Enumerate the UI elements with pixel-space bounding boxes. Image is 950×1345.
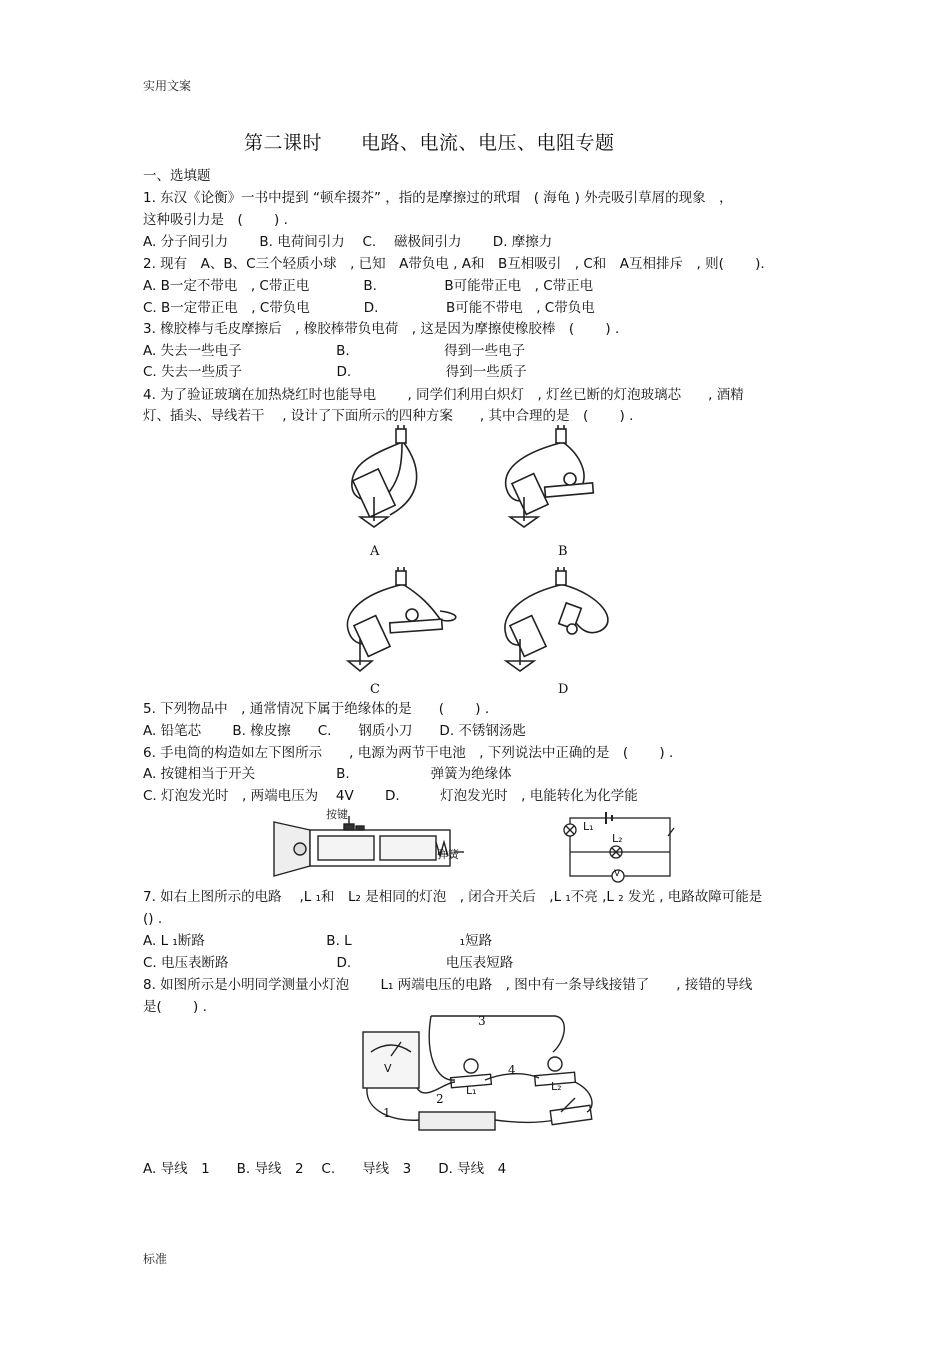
q8-l2-label: L₂	[551, 1080, 562, 1093]
q2-options-ab: A. B一定不带电 , C带正电 B. B可能带正电 , C带正电	[143, 278, 594, 294]
q4-label-d: D	[558, 682, 569, 697]
q7-options-ab: A. L ₁断路 B. L ₁短路	[143, 933, 493, 949]
q7-circuit-figure	[560, 812, 685, 884]
q4-figure	[330, 425, 630, 700]
q7-options-cd: C. 电压表断路 D. 电压表短路	[143, 955, 514, 971]
q7-stem-line2: () .	[143, 911, 163, 927]
q2-options-cd: C. B一定带正电 , C带负电 D. B可能不带电 , C带负电	[143, 300, 595, 316]
q2-stem: 2. 现有 A、B、C三个轻质小球 , 已知 A带负电 , A和 B互相吸引 , C和 A互相排斥 , 则( ).	[143, 256, 765, 272]
q6-stem: 6. 手电筒的构造如左下图所示 , 电源为两节干电池 , 下列说法中正确的是 ( ) .	[143, 745, 674, 761]
q4-stem-line2: 灯、插头、导线若干 , 设计了下面所示的四种方案 , 其中合理的是 ( ) .	[143, 408, 634, 424]
q7-l1-label: L₁	[583, 820, 594, 833]
q3-options-ab: A. 失去一些电子 B. 得到一些电子	[143, 343, 526, 359]
q4-label-c: C	[370, 682, 380, 697]
q1-stem-line1: 1. 东汉《论衡》一书中提到 “顿牟掇芥” ，指的是摩擦过的玳瑁 ( 海龟 ) 外壳吸引草屑的现象 ，	[143, 190, 733, 206]
q3-options-cd: C. 失去一些质子 D. 得到一些质子	[143, 364, 527, 380]
page-footer: 标准	[143, 1252, 168, 1266]
page-header: 实用文案	[143, 79, 192, 93]
q5-stem: 5. 下列物品中 , 通常情况下属于绝缘体的是 ( ) .	[143, 701, 490, 717]
q8-stem-line2: 是( ) .	[143, 999, 207, 1015]
q8-stem-line1: 8. 如图所示是小明同学测量小灯泡 L₁ 两端电压的电路 , 图中有一条导线接错了 , 接错的导线	[143, 977, 753, 993]
q1-stem-line2: 这种吸引力是 ( ) .	[143, 212, 288, 228]
flashlight-figure	[270, 806, 485, 882]
q7-stem-line1: 7. 如右上图所示的电路 ,L ₁和 L₂ 是相同的灯泡 , 闭合开关后 ,L ₁不亮 ,L ₂ 发光 , 电路故障可能是	[143, 889, 763, 905]
q6-options-cd: C. 灯泡发光时 , 两端电压为 4V D. 灯泡发光时 , 电能转化为化学能	[143, 788, 638, 804]
q4-label-b: B	[558, 544, 568, 559]
q4-stem-line1: 4. 为了验证玻璃在加热烧红时也能导电 , 同学们利用白炽灯 , 灯丝已断的灯泡玻璃芯 , 酒精	[143, 387, 744, 403]
section-heading: 一、选填题	[143, 168, 211, 184]
q8-wire-4-label: 4	[508, 1063, 516, 1077]
q8-l1-label: L₁	[466, 1084, 477, 1097]
flashlight-spring-label: 弹簧	[437, 848, 459, 861]
q7-v-label: V	[614, 869, 621, 879]
q8-options: A. 导线 1 B. 导线 2 C. 导线 3 D. 导线 4	[143, 1161, 507, 1177]
q5-options: A. 铅笔芯 B. 橡皮擦 C. 钢质小刀 D. 不锈钢汤匙	[143, 723, 526, 739]
q1-options: A. 分子间引力 B. 电荷间引力 C. 磁极间引力 D. 摩擦力	[143, 234, 553, 250]
q4-label-a: A	[370, 544, 380, 559]
q8-voltmeter-label: V	[384, 1062, 392, 1075]
q8-wire-2-label: 2	[436, 1092, 444, 1106]
q7-l2-label: L₂	[612, 832, 623, 845]
q3-stem: 3. 橡胶棒与毛皮摩擦后 , 橡胶棒带负电荷 , 这是因为摩擦使橡胶棒 ( ) .	[143, 321, 620, 337]
flashlight-button-label: 按键	[326, 808, 348, 821]
q8-wire-1-label: 1	[383, 1106, 391, 1120]
page-title: 第二课时 电路、电流、电压、电阻专题	[244, 132, 615, 154]
q8-circuit-figure	[355, 1012, 605, 1137]
q8-wire-3-label: 3	[478, 1014, 486, 1028]
q6-options-ab: A. 按键相当于开关 B. 弹簧为绝缘体	[143, 766, 512, 782]
